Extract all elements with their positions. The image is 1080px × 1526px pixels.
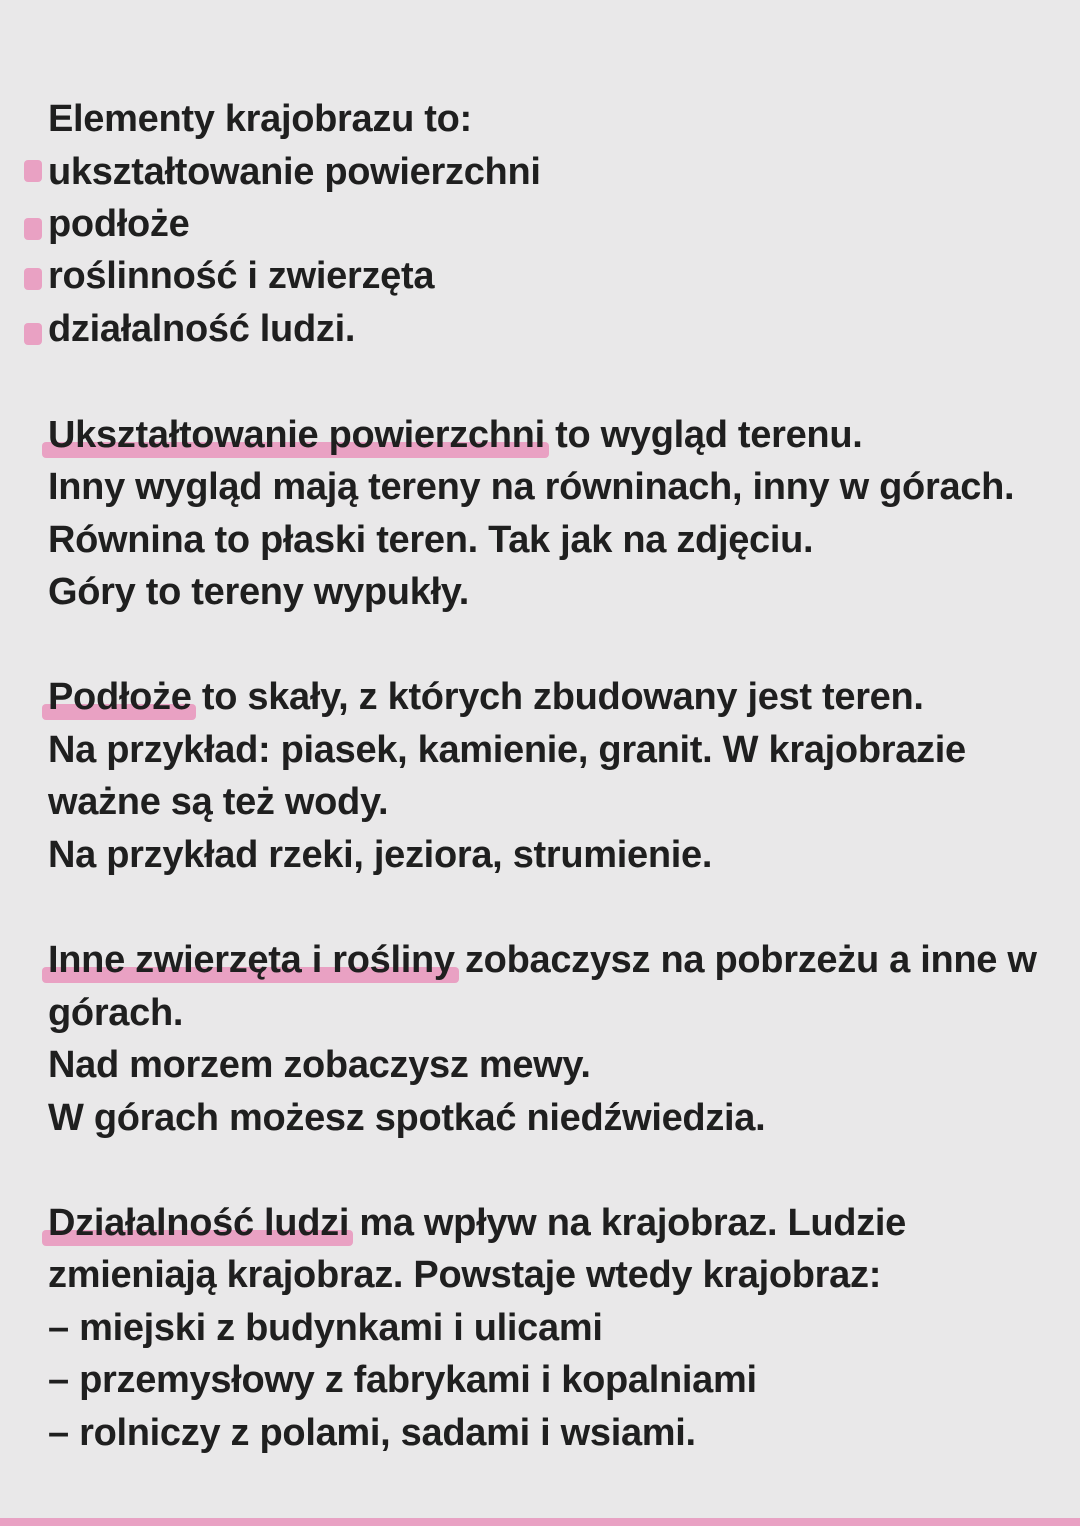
- bullet-marker: [24, 323, 42, 345]
- ground-line-2: Na przykład: piasek, kamienie, granit. W krajobrazie: [48, 729, 966, 771]
- ground-line-3: ważne są też wody.: [48, 781, 389, 823]
- ground-line-1-text: to skały, z których zbudowany jest teren.: [191, 676, 924, 718]
- bullet-marker: [24, 218, 42, 240]
- surface-line-2: Inny wygląd mają tereny na równinach, inny w górach.: [48, 466, 1015, 508]
- people-line-4: – przemysłowy z fabrykami i kopalniami: [48, 1359, 757, 1401]
- highlighted-term: Ukształtowanie powierzchni: [48, 409, 545, 461]
- bullet-marker: [24, 268, 42, 290]
- surface-line-1-text: to wygląd terenu.: [544, 414, 863, 456]
- nature-line-1-text: zobaczysz na pobrzeżu a inne w: [454, 939, 1037, 981]
- ground-line-1: [48, 671, 924, 723]
- surface-line-1: [48, 409, 863, 461]
- highlighted-term: Podłoże: [48, 671, 192, 723]
- nature-line-3: Nad morzem zobaczysz mewy.: [48, 1044, 591, 1086]
- intro-item: ukształtowanie powierzchni: [48, 151, 541, 193]
- people-line-5: – rolniczy z polami, sadami i wsiami.: [48, 1412, 696, 1454]
- highlighted-term: Działalność ludzi: [48, 1197, 349, 1249]
- intro-item: działalność ludzi.: [48, 308, 356, 350]
- bottom-accent-bar: [0, 1518, 1080, 1526]
- intro-title: Elementy krajobrazu to:: [48, 98, 472, 140]
- nature-line-1: [48, 934, 1037, 986]
- bullet-marker: [24, 160, 42, 182]
- intro-item: roślinność i zwierzęta: [48, 255, 435, 297]
- people-line-2: zmieniają krajobraz. Powstaje wtedy krajobraz:: [48, 1254, 882, 1296]
- people-line-3: – miejski z budynkami i ulicami: [48, 1307, 603, 1349]
- people-line-1-text: ma wpływ na krajobraz. Ludzie: [349, 1202, 906, 1244]
- ground-line-4: Na przykład rzeki, jeziora, strumienie.: [48, 834, 713, 876]
- surface-line-4: Góry to tereny wypukły.: [48, 571, 470, 613]
- highlighted-term: Inne zwierzęta i rośliny: [48, 934, 455, 986]
- people-line-1: [48, 1197, 906, 1249]
- surface-line-3: Równina to płaski teren. Tak jak na zdjęciu.: [48, 519, 814, 561]
- nature-line-4: W górach możesz spotkać niedźwiedzia.: [48, 1097, 766, 1139]
- intro-item: podłoże: [48, 203, 190, 245]
- nature-line-2: górach.: [48, 992, 184, 1034]
